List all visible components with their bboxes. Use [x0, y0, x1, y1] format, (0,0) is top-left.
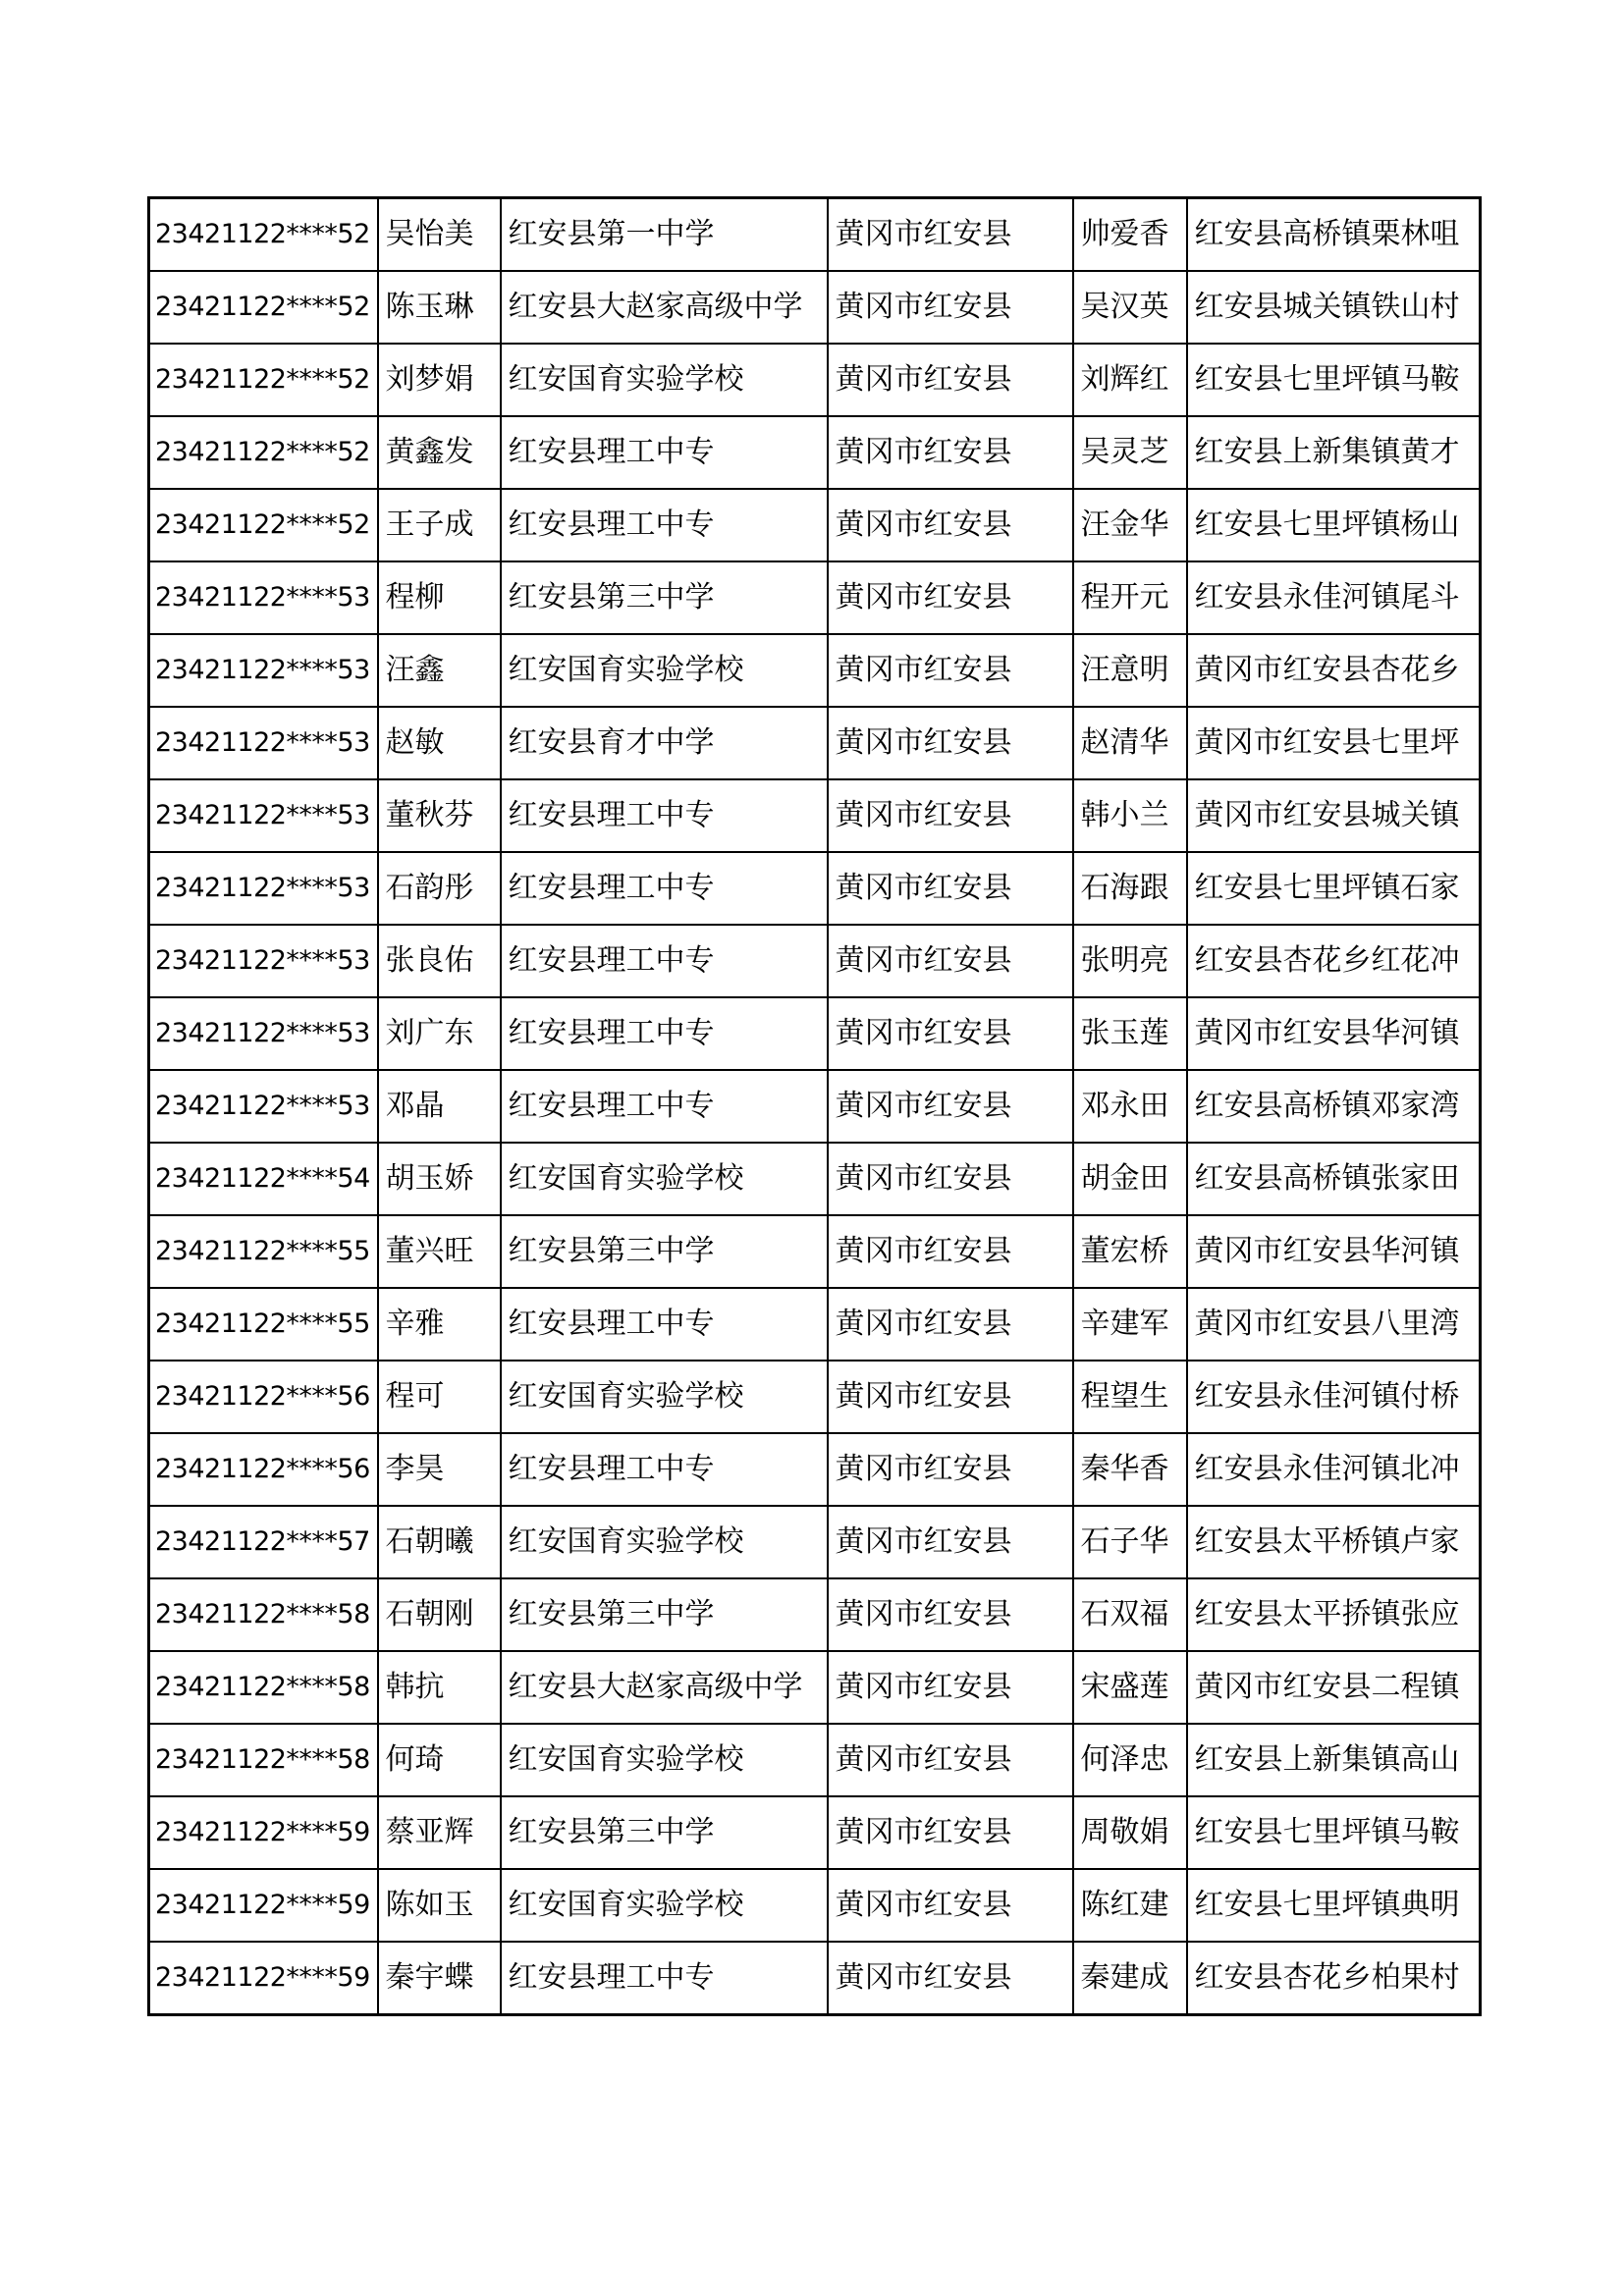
id-number-cell: 23421122****53 [149, 852, 378, 925]
id-number-cell: 23421122****52 [149, 489, 378, 561]
guardian-name-cell: 吴汉英 [1073, 271, 1187, 344]
table-row [149, 1651, 1481, 1724]
table-row [149, 852, 1481, 925]
table-row [149, 561, 1481, 634]
region-cell: 黄冈市红安县 [828, 1288, 1073, 1361]
guardian-name-cell: 程望生 [1073, 1361, 1187, 1433]
region-cell: 黄冈市红安县 [828, 1506, 1073, 1578]
region-cell: 黄冈市红安县 [828, 925, 1073, 997]
address-cell: 红安县七里坪镇石家 [1187, 852, 1481, 925]
student-name-cell: 吴怡美 [378, 198, 501, 272]
id-number-cell: 23421122****57 [149, 1506, 378, 1578]
guardian-name-cell: 石双福 [1073, 1578, 1187, 1651]
guardian-name-cell: 辛建军 [1073, 1288, 1187, 1361]
student-name-cell: 程柳 [378, 561, 501, 634]
id-number-cell: 23421122****56 [149, 1361, 378, 1433]
id-number-cell: 23421122****53 [149, 779, 378, 852]
guardian-name-cell: 陈红建 [1073, 1869, 1187, 1942]
address-cell: 红安县永佳河镇付桥 [1187, 1361, 1481, 1433]
guardian-name-cell: 秦建成 [1073, 1942, 1187, 2015]
region-cell: 黄冈市红安县 [828, 1578, 1073, 1651]
table-row [149, 489, 1481, 561]
student-name-cell: 董兴旺 [378, 1215, 501, 1288]
id-number-cell: 23421122****53 [149, 1070, 378, 1143]
school-cell: 红安国育实验学校 [501, 1361, 828, 1433]
guardian-name-cell: 胡金田 [1073, 1143, 1187, 1215]
region-cell: 黄冈市红安县 [828, 1070, 1073, 1143]
school-cell: 红安县第三中学 [501, 1796, 828, 1869]
id-number-cell: 23421122****52 [149, 344, 378, 416]
school-cell: 红安县理工中专 [501, 925, 828, 997]
school-cell: 红安县大赵家高级中学 [501, 1651, 828, 1724]
region-cell: 黄冈市红安县 [828, 852, 1073, 925]
address-cell: 红安县太平挢镇张应 [1187, 1578, 1481, 1651]
id-number-cell: 23421122****53 [149, 997, 378, 1070]
table-row [149, 1433, 1481, 1506]
school-cell: 红安县理工中专 [501, 416, 828, 489]
student-name-cell: 赵敏 [378, 707, 501, 779]
roster-table [147, 196, 1482, 2016]
address-cell: 黄冈市红安县二程镇 [1187, 1651, 1481, 1724]
address-cell: 红安县永佳河镇尾斗 [1187, 561, 1481, 634]
guardian-name-cell: 何泽忠 [1073, 1724, 1187, 1796]
address-cell: 红安县七里坪镇典明 [1187, 1869, 1481, 1942]
id-number-cell: 23421122****53 [149, 925, 378, 997]
address-cell: 红安县高桥镇栗林咀 [1187, 198, 1481, 272]
table-row [149, 1070, 1481, 1143]
region-cell: 黄冈市红安县 [828, 779, 1073, 852]
student-name-cell: 秦宇蝶 [378, 1942, 501, 2015]
student-name-cell: 陈如玉 [378, 1869, 501, 1942]
address-cell: 红安县上新集镇高山 [1187, 1724, 1481, 1796]
school-cell: 红安县理工中专 [501, 489, 828, 561]
id-number-cell: 23421122****58 [149, 1724, 378, 1796]
table-row [149, 344, 1481, 416]
table-row [149, 1578, 1481, 1651]
address-cell: 黄冈市红安县八里湾 [1187, 1288, 1481, 1361]
school-cell: 红安县理工中专 [501, 1288, 828, 1361]
student-name-cell: 辛雅 [378, 1288, 501, 1361]
id-number-cell: 23421122****59 [149, 1942, 378, 2015]
region-cell: 黄冈市红安县 [828, 1651, 1073, 1724]
student-name-cell: 邓晶 [378, 1070, 501, 1143]
guardian-name-cell: 程开元 [1073, 561, 1187, 634]
guardian-name-cell: 董宏桥 [1073, 1215, 1187, 1288]
region-cell: 黄冈市红安县 [828, 1143, 1073, 1215]
region-cell: 黄冈市红安县 [828, 1796, 1073, 1869]
region-cell: 黄冈市红安县 [828, 489, 1073, 561]
guardian-name-cell: 秦华香 [1073, 1433, 1187, 1506]
region-cell: 黄冈市红安县 [828, 271, 1073, 344]
school-cell: 红安县理工中专 [501, 1070, 828, 1143]
student-name-cell: 石朝刚 [378, 1578, 501, 1651]
school-cell: 红安县第三中学 [501, 561, 828, 634]
address-cell: 红安县高桥镇邓家湾 [1187, 1070, 1481, 1143]
table-row [149, 1143, 1481, 1215]
address-cell: 红安县七里坪镇马鞍 [1187, 344, 1481, 416]
student-name-cell: 董秋芬 [378, 779, 501, 852]
id-number-cell: 23421122****59 [149, 1869, 378, 1942]
id-number-cell: 23421122****53 [149, 707, 378, 779]
address-cell: 黄冈市红安县华河镇 [1187, 997, 1481, 1070]
address-cell: 红安县永佳河镇北冲 [1187, 1433, 1481, 1506]
student-name-cell: 张良佑 [378, 925, 501, 997]
student-name-cell: 石朝曦 [378, 1506, 501, 1578]
region-cell: 黄冈市红安县 [828, 561, 1073, 634]
guardian-name-cell: 张明亮 [1073, 925, 1187, 997]
table-row [149, 1506, 1481, 1578]
id-number-cell: 23421122****55 [149, 1215, 378, 1288]
student-name-cell: 蔡亚辉 [378, 1796, 501, 1869]
guardian-name-cell: 宋盛莲 [1073, 1651, 1187, 1724]
student-name-cell: 王子成 [378, 489, 501, 561]
table-row [149, 1869, 1481, 1942]
table-row [149, 1361, 1481, 1433]
table-row [149, 1942, 1481, 2015]
region-cell: 黄冈市红安县 [828, 997, 1073, 1070]
table-row [149, 925, 1481, 997]
region-cell: 黄冈市红安县 [828, 1724, 1073, 1796]
student-name-cell: 陈玉琳 [378, 271, 501, 344]
student-name-cell: 李昊 [378, 1433, 501, 1506]
roster-table-body [149, 198, 1481, 2015]
student-name-cell: 刘广东 [378, 997, 501, 1070]
school-cell: 红安县理工中专 [501, 779, 828, 852]
table-row [149, 779, 1481, 852]
student-name-cell: 刘梦娟 [378, 344, 501, 416]
address-cell: 红安县高桥镇张家田 [1187, 1143, 1481, 1215]
address-cell: 红安县上新集镇黄才 [1187, 416, 1481, 489]
id-number-cell: 23421122****54 [149, 1143, 378, 1215]
table-row [149, 271, 1481, 344]
guardian-name-cell: 邓永田 [1073, 1070, 1187, 1143]
address-cell: 黄冈市红安县城关镇 [1187, 779, 1481, 852]
school-cell: 红安县理工中专 [501, 1433, 828, 1506]
school-cell: 红安县理工中专 [501, 852, 828, 925]
student-name-cell: 石韵彤 [378, 852, 501, 925]
school-cell: 红安县第三中学 [501, 1215, 828, 1288]
student-name-cell: 韩抗 [378, 1651, 501, 1724]
school-cell: 红安县理工中专 [501, 1942, 828, 2015]
school-cell: 红安国育实验学校 [501, 1869, 828, 1942]
school-cell: 红安县育才中学 [501, 707, 828, 779]
table-row [149, 707, 1481, 779]
table-row [149, 634, 1481, 707]
region-cell: 黄冈市红安县 [828, 198, 1073, 272]
guardian-name-cell: 赵清华 [1073, 707, 1187, 779]
school-cell: 红安县大赵家高级中学 [501, 271, 828, 344]
address-cell: 红安县杏花乡红花冲 [1187, 925, 1481, 997]
address-cell: 红安县七里坪镇杨山 [1187, 489, 1481, 561]
id-number-cell: 23421122****56 [149, 1433, 378, 1506]
table-row [149, 416, 1481, 489]
id-number-cell: 23421122****53 [149, 561, 378, 634]
address-cell: 黄冈市红安县杏花乡 [1187, 634, 1481, 707]
guardian-name-cell: 韩小兰 [1073, 779, 1187, 852]
school-cell: 红安县第一中学 [501, 198, 828, 272]
table-row [149, 997, 1481, 1070]
table-row [149, 1215, 1481, 1288]
id-number-cell: 23421122****55 [149, 1288, 378, 1361]
guardian-name-cell: 刘辉红 [1073, 344, 1187, 416]
table-row [149, 1288, 1481, 1361]
id-number-cell: 23421122****53 [149, 634, 378, 707]
region-cell: 黄冈市红安县 [828, 416, 1073, 489]
guardian-name-cell: 石子华 [1073, 1506, 1187, 1578]
address-cell: 红安县杏花乡柏果村 [1187, 1942, 1481, 2015]
student-name-cell: 何琦 [378, 1724, 501, 1796]
guardian-name-cell: 汪金华 [1073, 489, 1187, 561]
address-cell: 黄冈市红安县华河镇 [1187, 1215, 1481, 1288]
table-row [149, 1796, 1481, 1869]
id-number-cell: 23421122****58 [149, 1578, 378, 1651]
address-cell: 红安县七里坪镇马鞍 [1187, 1796, 1481, 1869]
id-number-cell: 23421122****59 [149, 1796, 378, 1869]
region-cell: 黄冈市红安县 [828, 1942, 1073, 2015]
region-cell: 黄冈市红安县 [828, 344, 1073, 416]
school-cell: 红安县第三中学 [501, 1578, 828, 1651]
table-row [149, 198, 1481, 272]
id-number-cell: 23421122****52 [149, 271, 378, 344]
region-cell: 黄冈市红安县 [828, 1215, 1073, 1288]
guardian-name-cell: 张玉莲 [1073, 997, 1187, 1070]
region-cell: 黄冈市红安县 [828, 707, 1073, 779]
id-number-cell: 23421122****52 [149, 416, 378, 489]
student-name-cell: 程可 [378, 1361, 501, 1433]
table-row [149, 1724, 1481, 1796]
id-number-cell: 23421122****52 [149, 198, 378, 272]
school-cell: 红安国育实验学校 [501, 344, 828, 416]
school-cell: 红安国育实验学校 [501, 634, 828, 707]
guardian-name-cell: 汪意明 [1073, 634, 1187, 707]
address-cell: 红安县城关镇铁山村 [1187, 271, 1481, 344]
guardian-name-cell: 帅爱香 [1073, 198, 1187, 272]
school-cell: 红安国育实验学校 [501, 1143, 828, 1215]
student-name-cell: 汪鑫 [378, 634, 501, 707]
region-cell: 黄冈市红安县 [828, 1869, 1073, 1942]
region-cell: 黄冈市红安县 [828, 1433, 1073, 1506]
guardian-name-cell: 石海跟 [1073, 852, 1187, 925]
student-name-cell: 黄鑫发 [378, 416, 501, 489]
guardian-name-cell: 周敬娟 [1073, 1796, 1187, 1869]
address-cell: 黄冈市红安县七里坪 [1187, 707, 1481, 779]
student-name-cell: 胡玉娇 [378, 1143, 501, 1215]
school-cell: 红安县理工中专 [501, 997, 828, 1070]
id-number-cell: 23421122****58 [149, 1651, 378, 1724]
school-cell: 红安国育实验学校 [501, 1724, 828, 1796]
region-cell: 黄冈市红安县 [828, 1361, 1073, 1433]
school-cell: 红安国育实验学校 [501, 1506, 828, 1578]
address-cell: 红安县太平桥镇卢家 [1187, 1506, 1481, 1578]
region-cell: 黄冈市红安县 [828, 634, 1073, 707]
guardian-name-cell: 吴灵芝 [1073, 416, 1187, 489]
